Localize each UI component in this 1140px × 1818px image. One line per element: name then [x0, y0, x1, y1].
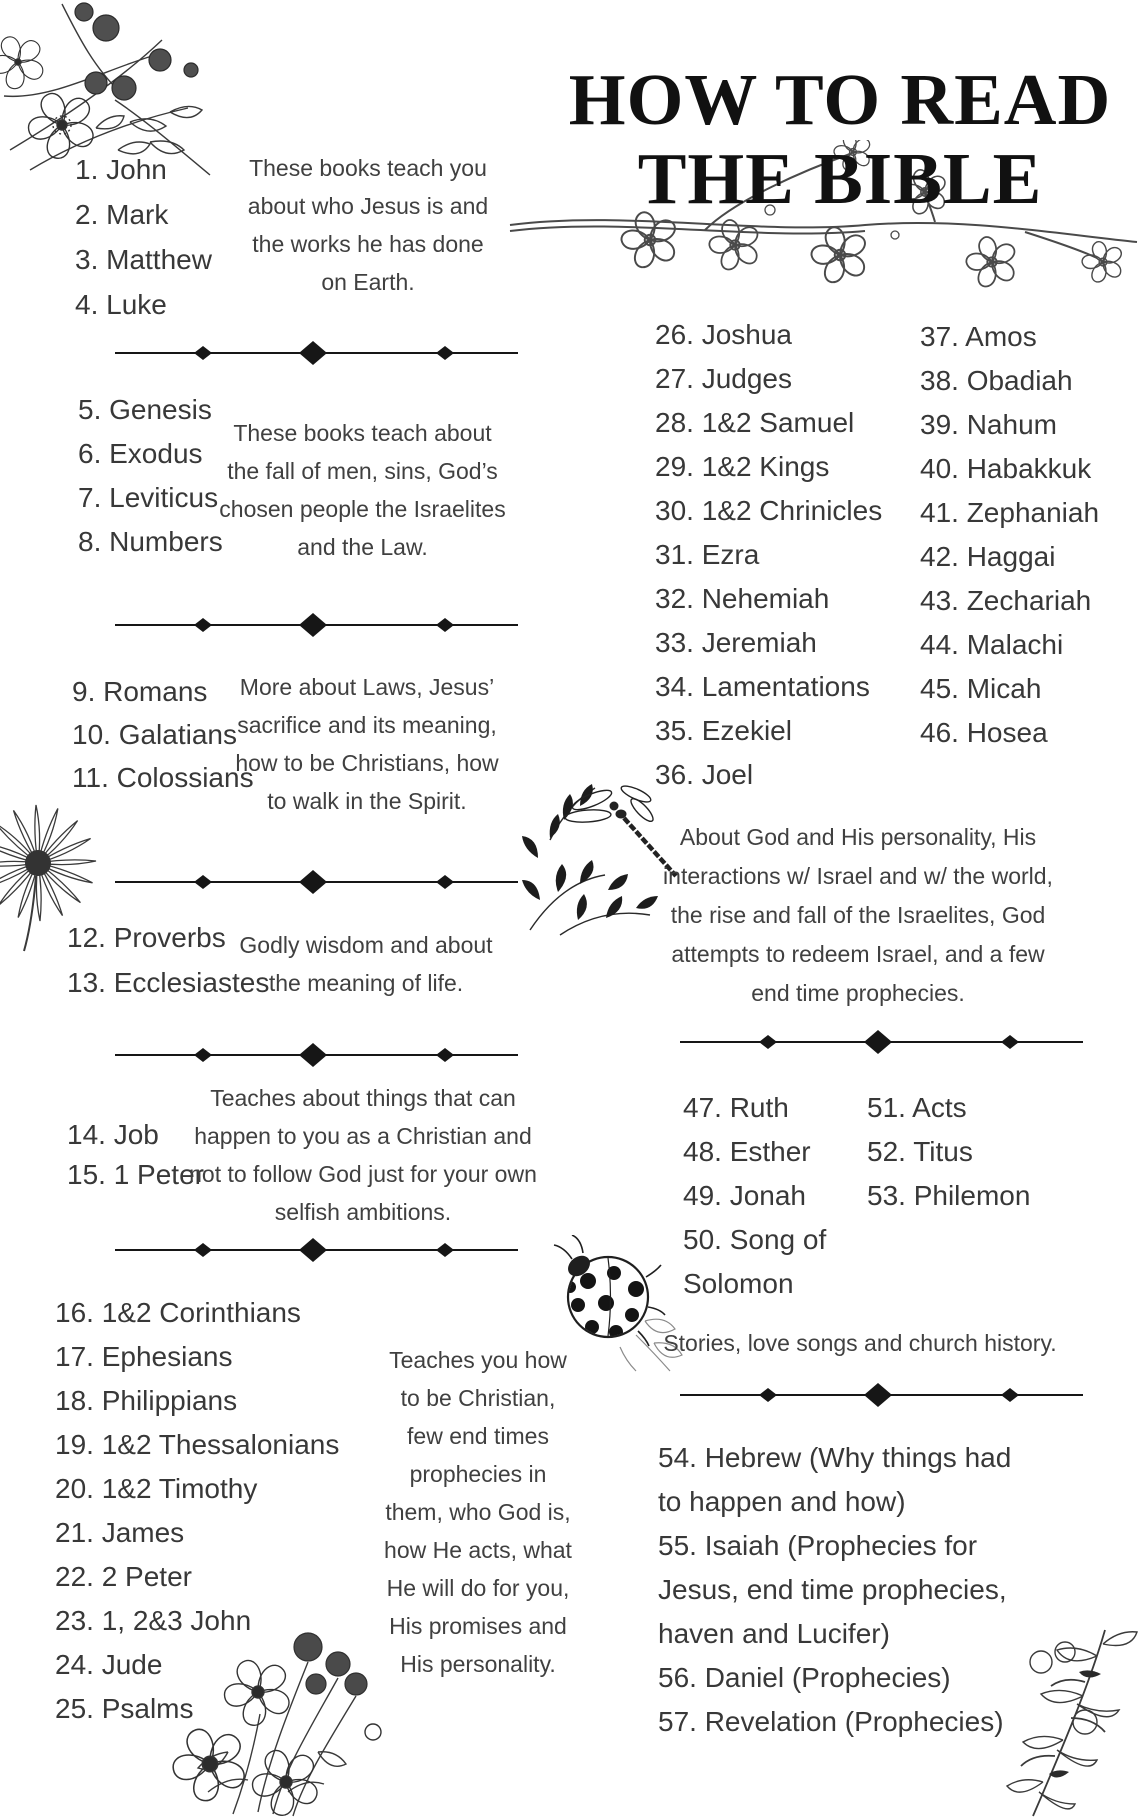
book-item: 8. Numbers	[78, 526, 223, 557]
book-item: 57. Revelation (Prophecies)	[658, 1706, 1004, 1737]
diamond-divider	[113, 1238, 520, 1262]
book-item: 56. Daniel (Prophecies)	[658, 1662, 951, 1693]
book-item: 40. Habakkuk	[920, 453, 1092, 484]
book-item: 54. Hebrew (Why things had to happen and how)	[658, 1442, 1012, 1517]
book-item: 12. Proverbs	[67, 922, 226, 953]
page-title-line2: THE BIBLE	[637, 138, 1043, 219]
letters-description: Teaches you how to be Christian, few end times prophecies in them, who God is, how He acts, what He will do for you, His promises and His personality.	[384, 1347, 572, 1677]
book-item: 39. Nahum	[920, 409, 1057, 440]
book-item: 4. Luke	[75, 289, 167, 320]
book-item: 16. 1&2 Corinthians	[55, 1297, 301, 1328]
diamond-divider	[113, 341, 520, 365]
book-item: 18. Philippians	[55, 1385, 238, 1416]
diamond-divider	[678, 1383, 1085, 1407]
book-item: 26. Joshua	[655, 319, 792, 350]
history-list-column-b	[920, 315, 1099, 755]
book-item: 25. Psalms	[55, 1693, 194, 1724]
book-item: 32. Nehemiah	[655, 583, 830, 614]
book-item: 53. Philemon	[867, 1180, 1031, 1211]
trials-books-description: Teaches about things that can happen to you as a Christian and not to follow God just for your own selfish ambitions.	[189, 1085, 537, 1225]
book-item: 11. Colossians	[72, 762, 254, 793]
book-item: 22. 2 Peter	[55, 1561, 192, 1592]
diamond-divider	[113, 613, 520, 637]
book-item: 43. Zechariah	[920, 585, 1092, 616]
diamond-divider	[113, 1043, 520, 1067]
book-item: 36. Joel	[655, 759, 754, 790]
book-item: 3. Matthew	[75, 244, 212, 275]
book-item: 30. 1&2 Chrinicles	[655, 495, 883, 526]
book-item: 55. Isaiah (Prophecies for Jesus, end time prophecies, haven and Lucifer)	[658, 1530, 1007, 1649]
book-item: 34. Lamentations	[655, 671, 870, 702]
book-item: 44. Malachi	[920, 629, 1064, 660]
book-item: 31. Ezra	[655, 539, 760, 570]
book-item: 13. Ecclesiastes	[67, 967, 270, 998]
diamond-divider	[678, 1030, 1085, 1054]
book-item: 42. Haggai	[920, 541, 1056, 572]
epistles-list	[72, 670, 254, 799]
book-item: 50. Song of Solomon	[683, 1224, 827, 1299]
book-item: 49. Jonah	[683, 1180, 806, 1211]
book-item: 19. 1&2 Thessalonians	[55, 1429, 340, 1460]
book-item: 35. Ezekiel	[655, 715, 792, 746]
book-item: 24. Jude	[55, 1649, 163, 1680]
book-item: 23. 1, 2&3 John	[55, 1605, 252, 1636]
gospels-description: These books teach you about who Jesus is and the works he has done on Earth.	[247, 155, 489, 295]
book-item: 27. Judges	[655, 363, 792, 394]
trials-books-list	[67, 1115, 204, 1195]
law-books-list	[78, 388, 223, 564]
book-item: 6. Exodus	[78, 438, 203, 469]
book-item: 21. James	[55, 1517, 185, 1548]
book-item: 33. Jeremiah	[655, 627, 817, 658]
book-item: 14. Job	[67, 1119, 159, 1150]
stories-description: Stories, love songs and church history.	[663, 1330, 1057, 1356]
epistles-description: More about Laws, Jesus’ sacrifice and its meaning, how to be Christians, how to walk in the Spirit.	[235, 674, 499, 814]
letters-list	[55, 1291, 339, 1731]
stories-list-column-a	[683, 1086, 838, 1306]
book-item: 5. Genesis	[78, 394, 212, 425]
wisdom-books-description: Godly wisdom and about the meaning of life.	[239, 932, 493, 996]
diamond-divider	[113, 870, 520, 894]
book-item: 52. Titus	[867, 1136, 973, 1167]
history-list-column-a	[655, 313, 882, 797]
book-item: 10. Galatians	[72, 719, 237, 750]
book-item: 28. 1&2 Samuel	[655, 407, 855, 438]
book-item: 47. Ruth	[683, 1092, 789, 1123]
book-item: 37. Amos	[920, 321, 1037, 352]
book-item: 51. Acts	[867, 1092, 967, 1123]
stories-list-column-b	[867, 1086, 1030, 1218]
book-item: 38. Obadiah	[920, 365, 1073, 396]
book-item: 9. Romans	[72, 676, 208, 707]
book-item: 48. Esther	[683, 1136, 811, 1167]
book-item: 46. Hosea	[920, 717, 1048, 748]
book-item: 7. Leviticus	[78, 482, 219, 513]
law-books-description: These books teach about the fall of men, sins, God’s chosen people the Israelites and the Law.	[219, 420, 506, 560]
book-item: 20. 1&2 Timothy	[55, 1473, 258, 1504]
book-item: 1. John	[75, 154, 167, 185]
book-item: 41. Zephaniah	[920, 497, 1100, 528]
prophecies-list	[658, 1436, 1028, 1744]
page-title	[400, 60, 1140, 218]
book-item: 17. Ephesians	[55, 1341, 233, 1372]
history-description: About God and His personality, His interactions w/ Israel and w/ the world, the rise and fall of the Israelites, God attempts to redeem Israel, and a few end time prophecies.	[663, 824, 1053, 1006]
book-item: 29. 1&2 Kings	[655, 451, 830, 482]
gospels-list	[75, 147, 212, 327]
page-title-line1: HOW TO READ	[568, 59, 1112, 140]
book-item: 45. Micah	[920, 673, 1042, 704]
book-item: 2. Mark	[75, 199, 169, 230]
book-item: 15. 1 Peter	[67, 1159, 204, 1190]
